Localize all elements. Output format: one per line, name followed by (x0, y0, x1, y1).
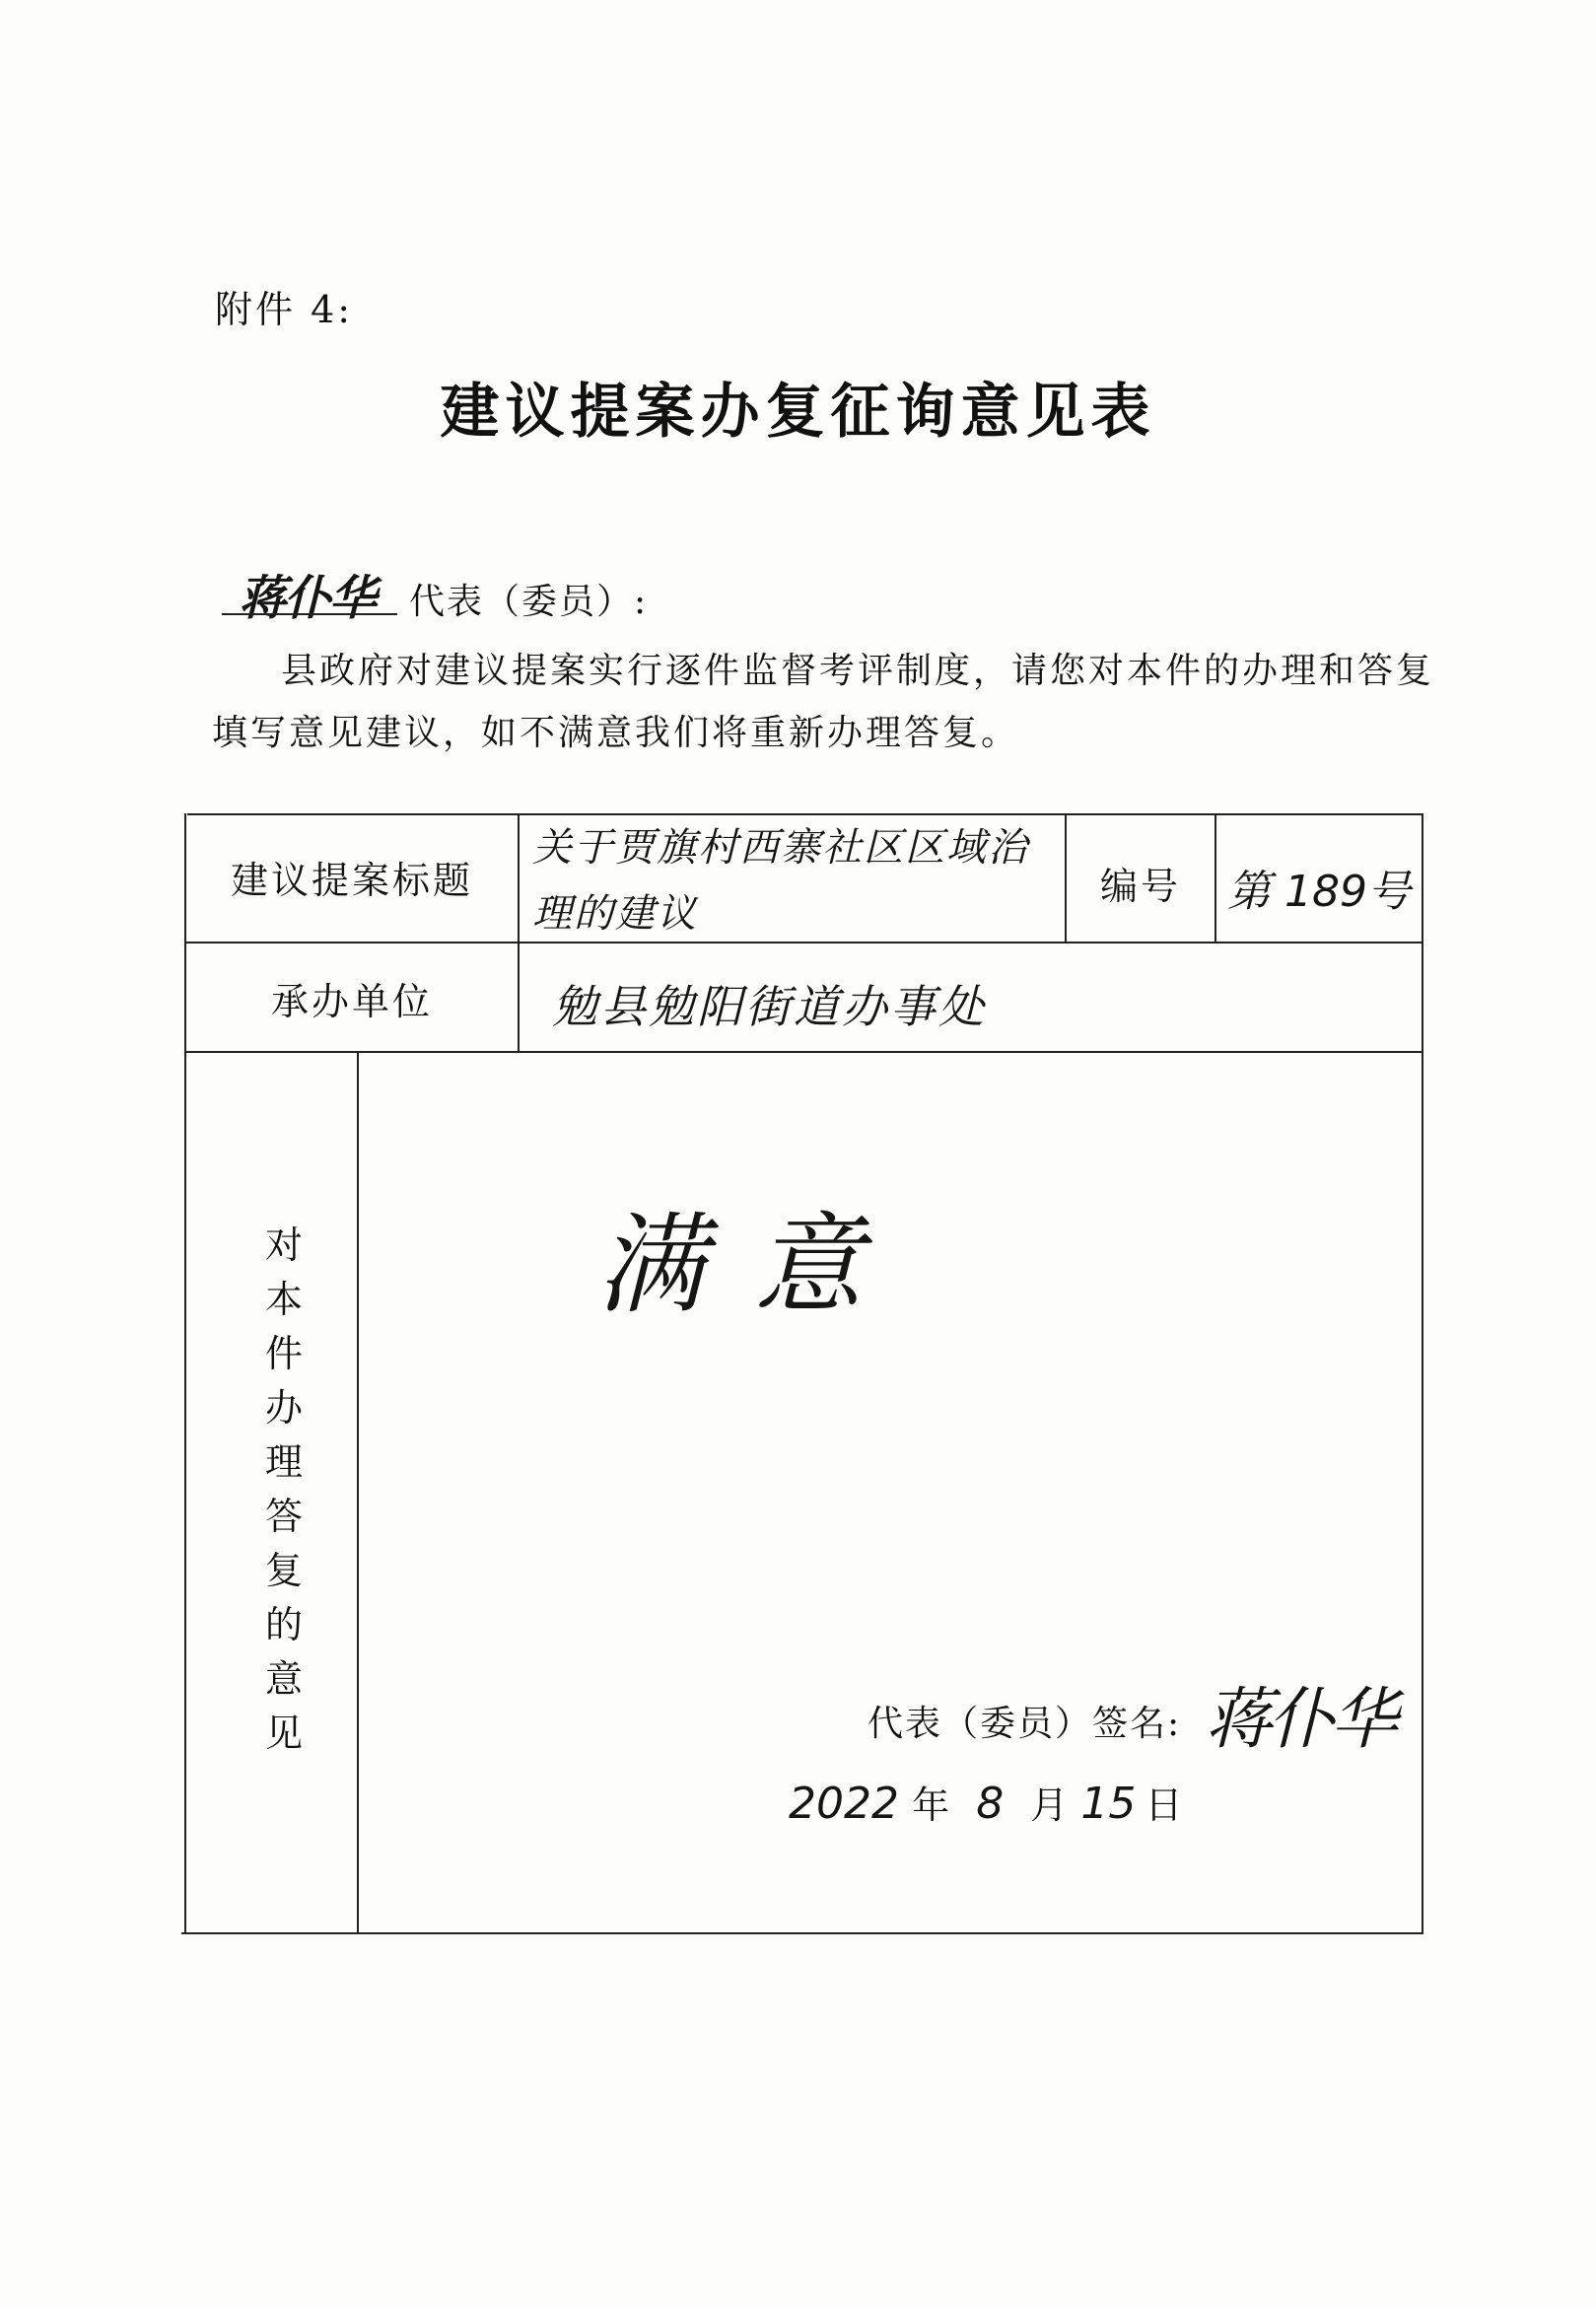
signature-value: 蒋仆华 (1205, 1681, 1395, 1759)
recipient-role: 代表（委员）: (409, 582, 649, 622)
intro-line-2: 填写意见建议，如不满意我们将重新办理答复。 (212, 713, 1020, 753)
opinion-value: 满意 (596, 1202, 912, 1328)
table-col-divider-number-value (1214, 813, 1216, 943)
date-year-unit: 年 (912, 1783, 950, 1827)
table-border-bottom (181, 1932, 1423, 1934)
proposal-title-value-line-1: 关于贾旗村西寨社区区域治 (532, 825, 1029, 871)
table-border-top (187, 813, 1423, 815)
proposal-title-label: 建议提案标题 (230, 859, 473, 902)
table-col-divider-opinion (357, 1051, 359, 1933)
date-day-unit: 日 (1145, 1783, 1183, 1827)
table-row-divider-2 (184, 1051, 1423, 1053)
date-day: 15 (1080, 1779, 1137, 1829)
proposal-title-value-line-2: 理的建议 (532, 891, 698, 937)
signature-label: 代表（委员）签名: (867, 1704, 1182, 1744)
number-label: 编号 (1099, 865, 1181, 908)
handwritten-recipient-name: 蒋仆华 (238, 571, 375, 626)
date-month: 8 (976, 1779, 1005, 1829)
table-col-divider-label (518, 813, 520, 1052)
table-border-right (1422, 813, 1423, 1934)
date-line (789, 1775, 1183, 1829)
form-title: 建议提案办复征询意见表 (440, 378, 1156, 447)
handler-value: 勉县勉阳街道办事处 (552, 980, 987, 1033)
handler-label: 承办单位 (270, 980, 433, 1023)
opinion-label: 对本件办理答复的意见 (264, 1223, 303, 1755)
date-month-unit: 月 (1030, 1783, 1069, 1827)
attachment-label: 附件 4: (215, 288, 354, 331)
table-row-divider-1 (185, 942, 1423, 943)
name-underline (222, 613, 397, 615)
date-year: 2022 (789, 1779, 899, 1829)
intro-line-1: 县政府对建议提案实行逐件监督考评制度，请您对本件的办理和答复 (281, 651, 1435, 691)
number-value: 第 189号 (1227, 867, 1411, 917)
